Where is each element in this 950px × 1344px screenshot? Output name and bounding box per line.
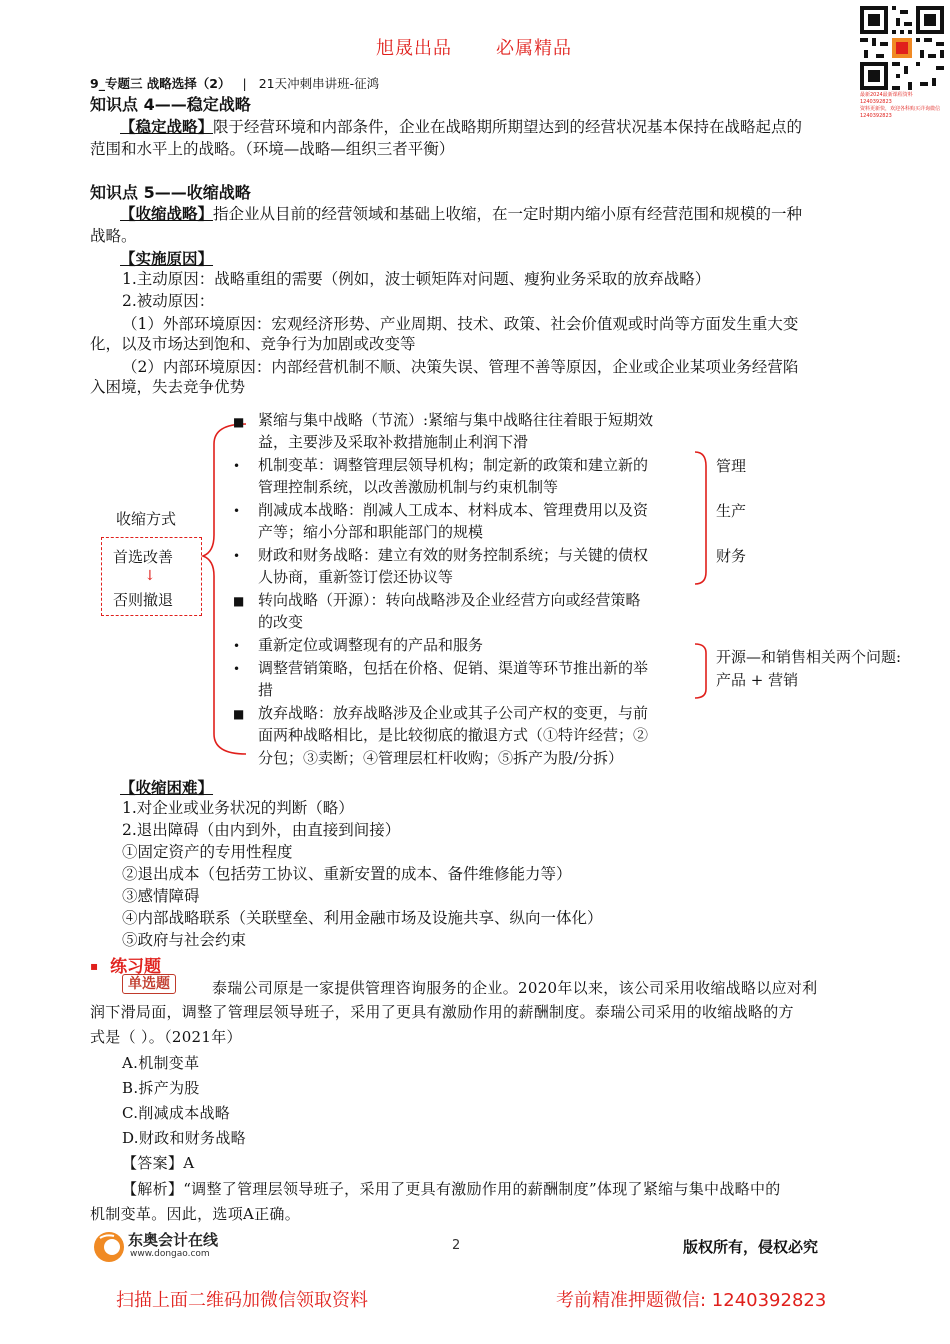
strategy-line: 产等；缩小分部和职能部门的规模 bbox=[258, 523, 484, 541]
promo-top-right: 必属精品 bbox=[496, 38, 572, 59]
bullet-square-icon: ■ bbox=[233, 594, 245, 608]
kp5-line2: 战略。 bbox=[90, 227, 137, 245]
running-header bbox=[90, 74, 379, 92]
kp5-tag: 【收缩战略】 bbox=[120, 204, 214, 223]
difficulty-6: ④内部战略联系（关联壁垒、利用金融市场及设施共享、纵向一体化） bbox=[122, 909, 603, 927]
otherwise-choice: 否则撤退 bbox=[113, 591, 174, 609]
strategy-line: 机制变革：调整管理层领导机构；制定新的政策和建立新的 bbox=[258, 456, 649, 474]
qr-note-line2: 资料更新快，欢迎各科购买详询微信 1240392823 bbox=[860, 106, 941, 119]
kp4-text1: 限于经营环境和内部条件，企业在战略期所期望达到的经营状况基本保持在战略起点的 bbox=[213, 118, 803, 136]
reason-4b: 入困境，失去竞争优势 bbox=[90, 378, 246, 396]
practice-title: 练习题 bbox=[110, 957, 162, 977]
difficulty-2: 2.退出障碍（由内到外，由直接到间接） bbox=[122, 821, 401, 839]
header-separator: | bbox=[242, 76, 247, 91]
reasons-tag: 【实施原因】 bbox=[120, 249, 214, 268]
practice-bullet-icon: ▪ bbox=[90, 959, 99, 973]
improve-retreat-box bbox=[101, 537, 202, 616]
dongao-logo-icon bbox=[92, 1230, 126, 1264]
question-line1: 泰瑞公司原是一家提供管理咨询服务的企业。2020年以来，该公司采用收缩战略以应对利 bbox=[212, 979, 818, 997]
promo-top-left: 旭晟出品 bbox=[376, 38, 452, 59]
dongao-logo[interactable] bbox=[92, 1226, 242, 1266]
reason-3b: 化，以及市场达到饱和、竞争行为加剧或改变等 bbox=[90, 335, 416, 353]
qr-code-icon[interactable] bbox=[860, 6, 944, 90]
side-label-finance: 财务 bbox=[716, 547, 747, 565]
reason-2: 2.被动原因： bbox=[122, 292, 215, 310]
option-b[interactable]: B.拆产为股 bbox=[122, 1079, 200, 1097]
course-title: 21天冲刺串讲班-征鸿 bbox=[258, 76, 380, 91]
strategy-line: 益，主要涉及采取补救措施制止利润下滑 bbox=[258, 433, 529, 451]
kp4-line2: 范围和水平上的战略。（环境—战略—组织三者平衡） bbox=[90, 140, 455, 158]
difficulty-tag: 【收缩困难】 bbox=[120, 778, 214, 797]
side-label-open-1: 开源—和销售相关两个问题: bbox=[716, 648, 902, 666]
bullet-dot-icon: • bbox=[233, 459, 241, 473]
side-label-production: 生产 bbox=[716, 502, 747, 520]
logo-chinese: 东奥会计在线 bbox=[128, 1231, 219, 1249]
method-label: 收缩方式 bbox=[116, 510, 177, 528]
first-choice: 首选改善 bbox=[113, 548, 174, 566]
strategy-line: 面两种战略相比，是比较彻底的撤退方式（①特许经营；② bbox=[258, 726, 649, 744]
main-brace bbox=[203, 424, 246, 754]
question-type-badge: 单选题 bbox=[122, 974, 176, 994]
strategy-line: 的改变 bbox=[258, 613, 304, 631]
copyright-notice: 版权所有，侵权必究 bbox=[683, 1238, 819, 1256]
side-label-management: 管理 bbox=[716, 457, 747, 475]
mgmt-brace bbox=[695, 452, 706, 584]
qr-note-line1: 最新2024最新课程资料 1240392823 bbox=[860, 92, 913, 105]
strategy-line: 人协商，重新签订偿还协议等 bbox=[258, 568, 454, 586]
promo-bottom-right: 考前精准押题微信: 1240392823 bbox=[556, 1290, 827, 1311]
difficulty-7: ⑤政府与社会约束 bbox=[122, 931, 247, 949]
kp4-heading: 知识点 4——稳定战略 bbox=[90, 95, 251, 114]
question-line3: 式是（ ）。（2021年） bbox=[90, 1028, 242, 1046]
difficulty-1: 1.对企业或业务状况的判断（略） bbox=[122, 799, 354, 817]
option-a[interactable]: A.机制变革 bbox=[122, 1054, 200, 1072]
bullet-dot-icon: • bbox=[233, 549, 241, 563]
kp5-heading: 知识点 5——收缩战略 bbox=[90, 183, 251, 202]
option-c[interactable]: C.削减成本战略 bbox=[122, 1104, 231, 1122]
strategy-line: 调整营销策略，包括在价格、促销、渠道等环节推出新的举 bbox=[258, 659, 649, 677]
kp4-tag: 【稳定战略】 bbox=[120, 117, 214, 136]
strategy-line: 紧缩与集中战略（节流）:紧缩与集中战略往往着眼于短期效 bbox=[258, 411, 654, 429]
strategy-line: 放弃战略：放弃战略涉及企业或其子公司产权的变更，与前 bbox=[258, 704, 649, 722]
difficulty-4: ②退出成本（包括劳工协议、重新安置的成本、备件维修能力等） bbox=[122, 865, 572, 883]
kp4-line1 bbox=[120, 116, 802, 138]
bullet-dot-icon: • bbox=[233, 504, 241, 518]
kp5-line1 bbox=[120, 203, 802, 225]
strategy-line: 削减成本战略：削减人工成本、材料成本、管理费用以及资 bbox=[258, 501, 649, 519]
answer-line: 【答案】A bbox=[122, 1154, 195, 1172]
bullet-dot-icon: • bbox=[233, 662, 241, 676]
logo-url: www.dongao.com bbox=[130, 1249, 210, 1259]
qr-note bbox=[860, 92, 944, 120]
promo-top bbox=[376, 34, 572, 60]
side-label-open-2: 产品 + 营销 bbox=[716, 671, 799, 689]
reason-3a: （1）外部环境原因：宏观经济形势、产业周期、技术、政策、社会价值观或时尚等方面发生重大变 bbox=[122, 315, 799, 333]
strategy-line: 措 bbox=[258, 681, 274, 699]
strategy-line: 重新定位或调整现有的产品和服务 bbox=[258, 636, 484, 654]
question-line2: 润下滑局面，调整了管理层领导班子，采用了更具有激励作用的薪酬制度。泰瑞公司采用的收缩战略的方 bbox=[90, 1003, 794, 1021]
bullet-dot-icon: • bbox=[233, 639, 241, 653]
difficulty-3: ①固定资产的专用性程度 bbox=[122, 843, 293, 861]
bullet-square-icon: ■ bbox=[233, 415, 245, 429]
chapter-title: 9_专题三 战略选择（2） bbox=[90, 76, 231, 91]
promo-bottom-left: 扫描上面二维码加微信领取资料 bbox=[116, 1290, 368, 1311]
kp5-text1: 指企业从目前的经营领域和基础上收缩，在一定时期内缩小原有经营范围和规模的一种 bbox=[213, 205, 803, 223]
page-number: 2 bbox=[452, 1238, 461, 1253]
reason-1: 1.主动原因：战略重组的需要（例如，波士顿矩阵对问题、瘦狗业务采取的放弃战略） bbox=[122, 270, 711, 288]
option-d[interactable]: D.财政和财务战略 bbox=[122, 1129, 246, 1147]
explanation-line2: 机制变革。因此，选项A正确。 bbox=[90, 1205, 301, 1223]
down-arrow-icon: ↓ bbox=[144, 568, 156, 584]
strategy-line: 财政和财务战略：建立有效的财务控制系统；与关键的债权 bbox=[258, 546, 649, 564]
explanation-line1: 【解析】“调整了管理层领导班子，采用了更具有激励作用的薪酬制度”体现了紧缩与集中战略中的 bbox=[122, 1180, 781, 1198]
bullet-square-icon: ■ bbox=[233, 707, 245, 721]
strategy-line: 管理控制系统，以改善激励机制与约束机制等 bbox=[258, 478, 559, 496]
strategy-line: 转向战略（开源）：转向战略涉及企业经营方向或经营策略 bbox=[258, 591, 641, 609]
strategy-line: 分包；③卖断；④管理层杠杆收购；⑤拆产为股/分拆） bbox=[258, 749, 624, 767]
reason-4a: （2）内部环境原因：内部经营机制不顺、决策失误、管理不善等原因，企业或企业某项业务经营陷 bbox=[122, 358, 799, 376]
difficulty-5: ③感情障碍 bbox=[122, 887, 200, 905]
open-brace bbox=[695, 644, 706, 698]
